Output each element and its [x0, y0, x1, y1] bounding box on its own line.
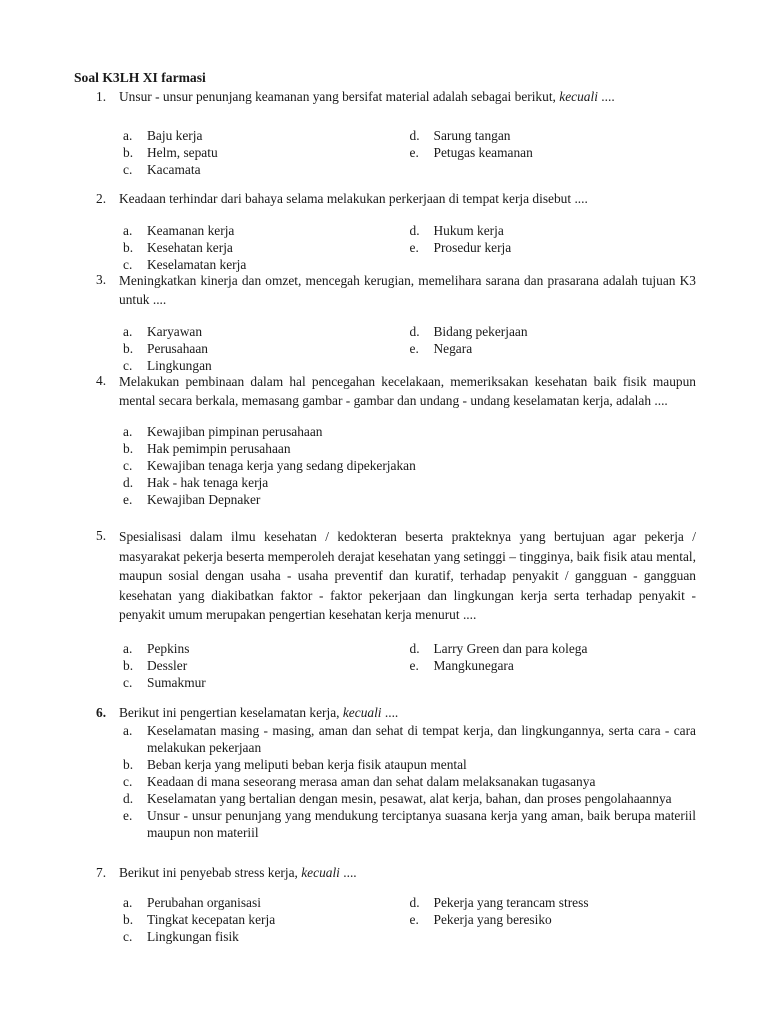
question-text: Keadaan terhindar dari bahaya selama melakukan perkerjaan di tempat kerja disebut ....	[119, 191, 588, 206]
options-list	[123, 640, 696, 691]
option-e: e. Unsur - unsur penunjang yang mendukung terciptanya suasana kerja yang aman, baik berupa materiil maupun non materiil	[123, 808, 696, 840]
question-number: 1.	[96, 89, 107, 104]
option-b: b. Kesehatan kerja	[123, 240, 233, 255]
option-c: c. Keadaan di mana seseorang merasa aman dan sehat dalam melaksanakan tugasanya	[123, 774, 596, 789]
question-7	[96, 864, 696, 945]
option-c: c. Kewajiban tenaga kerja yang sedang dipekerjakan	[123, 458, 416, 473]
option-b: b. Hak pemimpin perusahaan	[123, 441, 291, 456]
option-d: d. Bidang pekerjaan	[409, 324, 528, 339]
option-d: d. Hukum kerja	[409, 223, 504, 238]
option-c: c. Kacamata	[123, 162, 201, 177]
option-c: c. Lingkungan	[123, 358, 212, 373]
option-e: e. Pekerja yang beresiko	[409, 912, 552, 927]
question-number: 3.	[96, 272, 107, 287]
option-b: b. Tingkat kecepatan kerja	[123, 912, 276, 927]
option-d: d. Hak - hak tenaga kerja	[123, 475, 269, 490]
question-2	[96, 190, 696, 273]
question-4	[96, 372, 696, 508]
option-a: a. Perubahan organisasi	[123, 895, 261, 910]
option-a: a. Pepkins	[123, 640, 190, 656]
question-number: 5.	[96, 528, 107, 543]
option-c: c. Lingkungan fisik	[123, 929, 239, 944]
option-b: b. Dessler	[123, 657, 188, 673]
option-a: a. Kewajiban pimpinan perusahaan	[123, 424, 323, 439]
question-text: Melakukan pembinaan dalam hal pencegahan kecelakaan, memeriksakan kesehatan baik fisik maupun mental secara berkala, memasang gambar - gambar dan undang - undang keselamatan kerja, adalah ....	[119, 374, 696, 408]
option-e: e. Kewajiban Depnaker	[123, 492, 261, 507]
question-number: 4.	[96, 373, 107, 388]
question-text: Berikut ini pengertian keselamatan kerja, kecuali ....	[119, 705, 399, 720]
options-list	[123, 722, 696, 841]
question-number: 2.	[96, 191, 107, 206]
option-e: e. Negara	[409, 341, 473, 356]
options-list	[123, 323, 696, 374]
option-e: e. Mangkunegara	[409, 657, 514, 673]
option-d: d. Keselamatan yang bertalian dengan mesin, pesawat, alat kerja, bahan, dan proses pengolahaannya	[123, 791, 672, 806]
option-a: a. Keselamatan masing - masing, aman dan sehat di tempat kerja, dan lingkungannya, serta cara - cara melakukan pekerjaan	[123, 723, 696, 755]
question-text: Unsur - unsur penunjang keamanan yang bersifat material adalah sebagai berikut, kecuali ....	[119, 89, 615, 104]
option-d: d. Larry Green dan para kolega	[409, 640, 588, 656]
option-e: e. Petugas keamanan	[409, 145, 533, 160]
option-c: c. Keselamatan kerja	[123, 257, 247, 272]
document-title: Soal K3LH XI farmasi	[74, 70, 206, 85]
option-a: a. Baju kerja	[123, 128, 203, 143]
option-b: b. Helm, sepatu	[123, 145, 218, 160]
options-list	[123, 894, 696, 945]
options-list	[123, 423, 696, 508]
option-b: b. Beban kerja yang meliputi beban kerja fisik ataupun mental	[123, 757, 467, 772]
option-a: a. Keamanan kerja	[123, 223, 235, 238]
option-c: c. Sumakmur	[123, 674, 206, 690]
question-text: Meningkatkan kinerja dan omzet, mencegah kerugian, memelihara sarana dan prasarana adalah tujuan K3 untuk ....	[119, 273, 696, 307]
question-6	[96, 704, 696, 841]
question-3	[96, 271, 696, 374]
question-number: 6.	[96, 705, 107, 720]
option-d: d. Pekerja yang terancam stress	[409, 895, 589, 910]
options-list	[123, 222, 696, 273]
question-text: Spesialisasi dalam ilmu kesehatan / kedokteran beserta prakteknya yang bertujuan agar pekerja / masyarakat pekerja beserta memperoleh derajat kesehatan yang setinggi – tingginya, baik fisik atau mental, maupun sosial dengan usaha - usaha preventif dan kuratif, terhadap penyakit / gangguan - gangguan kesehatan yang diakibatkan faktor - faktor pekerjaan dan lingkungan kerja serta terhadap penyakit - penyakit umum merupakan pengertian kesehatan kerja menurut ....	[119, 529, 696, 623]
option-b: b. Perusahaan	[123, 341, 208, 356]
option-e: e. Prosedur kerja	[409, 240, 512, 255]
question-1	[96, 88, 696, 178]
question-text: Berikut ini penyebab stress kerja, kecuali ....	[119, 865, 357, 880]
option-a: a. Karyawan	[123, 324, 203, 339]
options-list	[123, 127, 696, 178]
question-number: 7.	[96, 865, 107, 880]
option-d: d. Sarung tangan	[409, 128, 511, 143]
question-5	[96, 527, 696, 691]
